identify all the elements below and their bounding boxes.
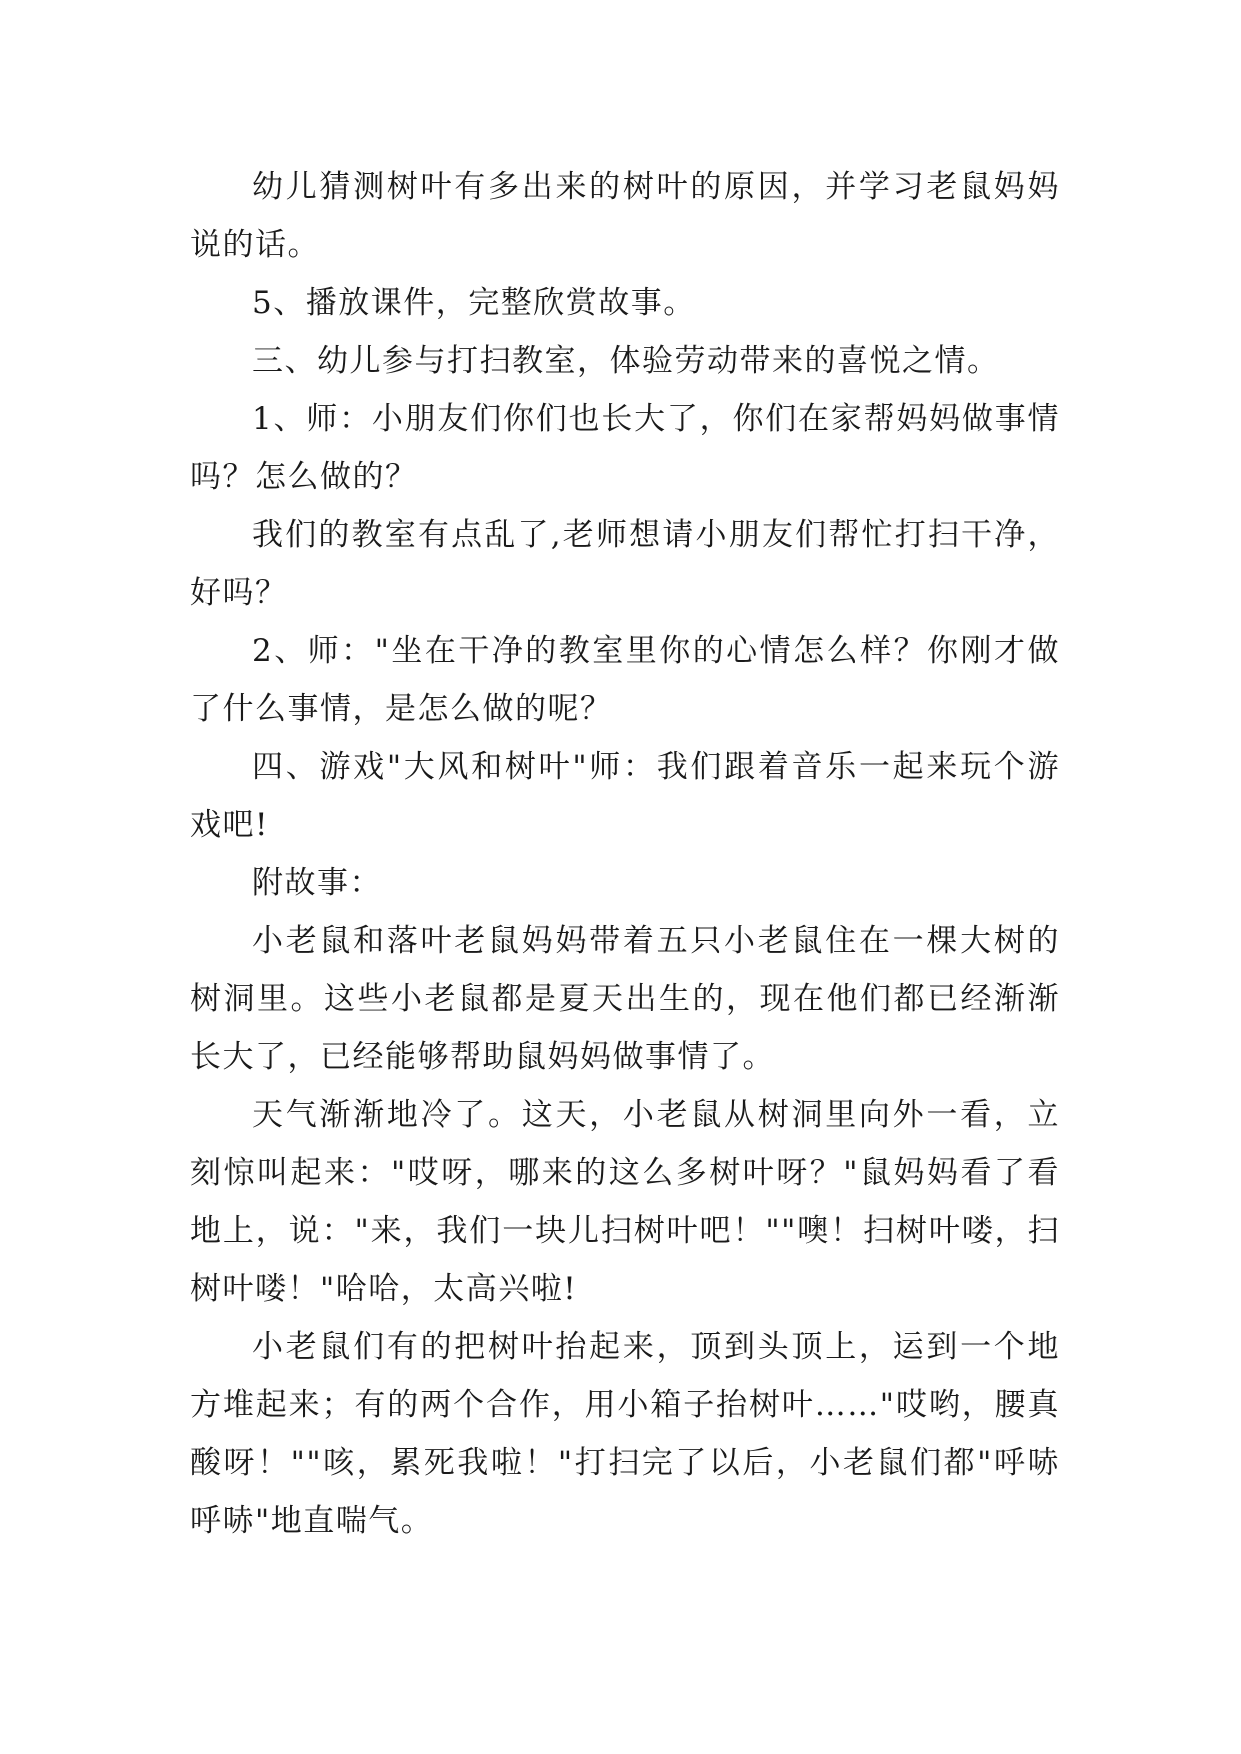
document-body <box>190 158 1060 1550</box>
paragraph-11: 小老鼠们有的把树叶抬起来，顶到头顶上，运到一个地方堆起来；有的两个合作，用小箱子抬树叶……"哎哟，腰真酸呀！""咳，累死我啦！"打扫完了以后，小老鼠们都"呼哧呼哧"地直喘气。 <box>190 1329 1060 1539</box>
paragraph-4: 1、师：小朋友们你们也长大了，你们在家帮妈妈做事情吗？怎么做的？ <box>190 401 1060 495</box>
paragraph-1: 幼儿猜测树叶有多出来的树叶的原因，并学习老鼠妈妈说的话。 <box>190 169 1060 263</box>
paragraph-8: 附故事： <box>252 865 382 901</box>
paragraph-9: 小老鼠和落叶老鼠妈妈带着五只小老鼠住在一棵大树的树洞里。这些小老鼠都是夏天出生的，现在他们都已经渐渐长大了，已经能够帮助鼠妈妈做事情了。 <box>190 923 1060 1075</box>
paragraph-5: 我们的教室有点乱了,老师想请小朋友们帮忙打扫干净，好吗？ <box>190 517 1060 611</box>
paragraph-10: 天气渐渐地冷了。这天，小老鼠从树洞里向外一看，立刻惊叫起来："哎呀，哪来的这么多树叶呀？"鼠妈妈看了看地上，说："来，我们一块儿扫树叶吧！""噢！扫树叶喽，扫树叶喽！"哈哈，太高兴啦! <box>190 1097 1060 1307</box>
paragraph-3: 三、幼儿参与打扫教室，体验劳动带来的喜悦之情。 <box>252 343 1000 379</box>
paragraph-6: 2、师："坐在干净的教室里你的心情怎么样？你刚才做了什么事情，是怎么做的呢？ <box>190 633 1060 727</box>
paragraph-7: 四、游戏"大风和树叶"师：我们跟着音乐一起来玩个游戏吧! <box>190 749 1060 843</box>
paragraph-2: 5、播放课件，完整欣赏故事。 <box>252 285 696 321</box>
